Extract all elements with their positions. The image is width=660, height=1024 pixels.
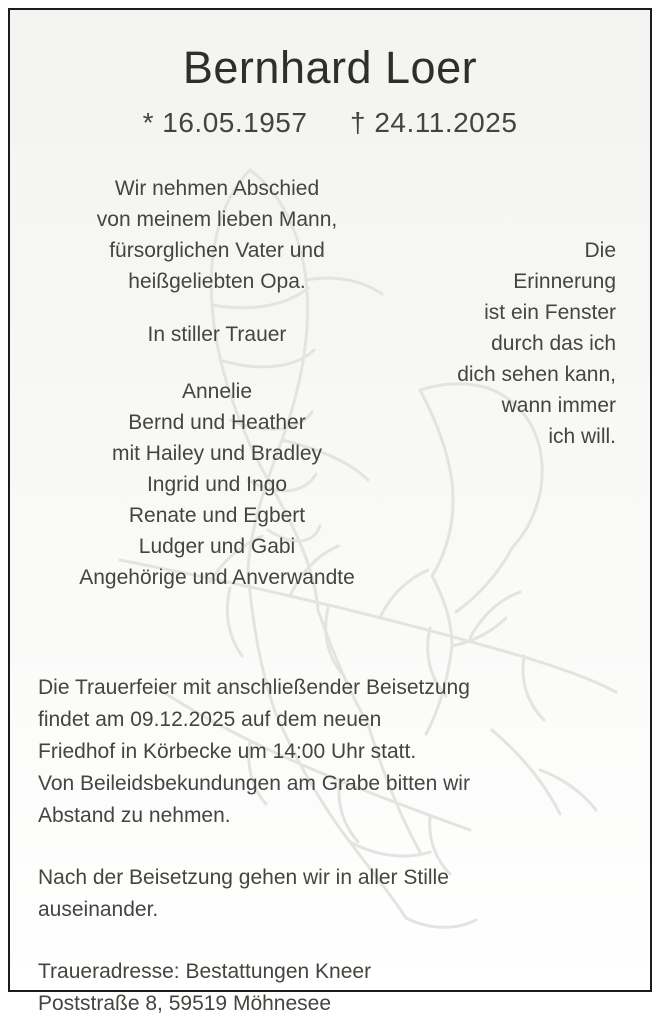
- poem-line: Die: [584, 239, 616, 263]
- address-line: Poststraße 8, 59519 Möhnesee: [38, 992, 332, 1015]
- service-notice: [38, 672, 622, 832]
- mourning-label: In stiller Trauer: [147, 323, 287, 347]
- service-notice-line: Friedhof in Körbecke um 14:00 Uhr statt.: [38, 740, 417, 763]
- death-date: 24.11.2025: [374, 107, 518, 139]
- poem-line: ist ein Fenster: [484, 301, 616, 325]
- obituary-card: [8, 8, 652, 1015]
- family-member: Ingrid und Ingo: [146, 473, 288, 497]
- farewell-text: [52, 173, 382, 297]
- lower-notices: [38, 672, 622, 1020]
- service-notice-line: findet am 09.12.2025 auf dem neuen: [38, 708, 382, 731]
- family-member: Ludger und Gabi: [138, 535, 296, 559]
- death-symbol: †: [349, 107, 367, 139]
- family-member: Annelie: [181, 380, 253, 404]
- farewell-line: heißgeliebten Opa.: [128, 270, 306, 294]
- family-member: Renate und Egbert: [128, 504, 306, 528]
- service-notice-line: Von Beileidsbekundungen am Grabe bitten wir: [38, 772, 470, 795]
- farewell-and-family-column: [52, 173, 382, 593]
- farewell-line: von meinem lieben Mann,: [96, 208, 338, 232]
- deceased-name: Bernhard Loer: [182, 42, 478, 93]
- birth-symbol: *: [142, 107, 154, 139]
- family-member: mit Hailey und Bradley: [111, 442, 323, 466]
- poem-line: wann immer: [501, 394, 616, 418]
- spacer: [52, 297, 382, 319]
- poem-line: ich will.: [548, 425, 616, 449]
- middle-columns: [38, 173, 622, 603]
- life-dates: [38, 107, 622, 139]
- birth-date: 16.05.1957: [162, 107, 308, 139]
- after-notice-line: Nach der Beisetzung gehen wir in aller Stille: [38, 866, 449, 889]
- farewell-line: fürsorglichen Vater und: [109, 239, 325, 263]
- family-member: Bernd und Heather: [128, 411, 306, 435]
- service-notice-line: Die Trauerfeier mit anschließender Beisetzung: [38, 676, 470, 699]
- mourning-address: [38, 956, 622, 1020]
- address-line: Traueradresse: Bestattungen Kneer: [38, 960, 372, 983]
- poem-line: Erinnerung: [513, 270, 616, 294]
- spacer: [52, 350, 382, 376]
- poem-line: dich sehen kann,: [457, 363, 616, 387]
- poem-line: durch das ich: [491, 332, 616, 356]
- after-notice-line: auseinander.: [38, 898, 159, 921]
- family-list: [52, 376, 382, 593]
- family-member: Angehörige und Anverwandte: [79, 566, 355, 590]
- after-notice: [38, 862, 622, 926]
- poem-column: [406, 235, 616, 452]
- service-notice-line: Abstand zu nehmen.: [38, 804, 231, 827]
- farewell-line: Wir nehmen Abschied: [114, 177, 320, 201]
- obituary-content: [10, 44, 650, 1024]
